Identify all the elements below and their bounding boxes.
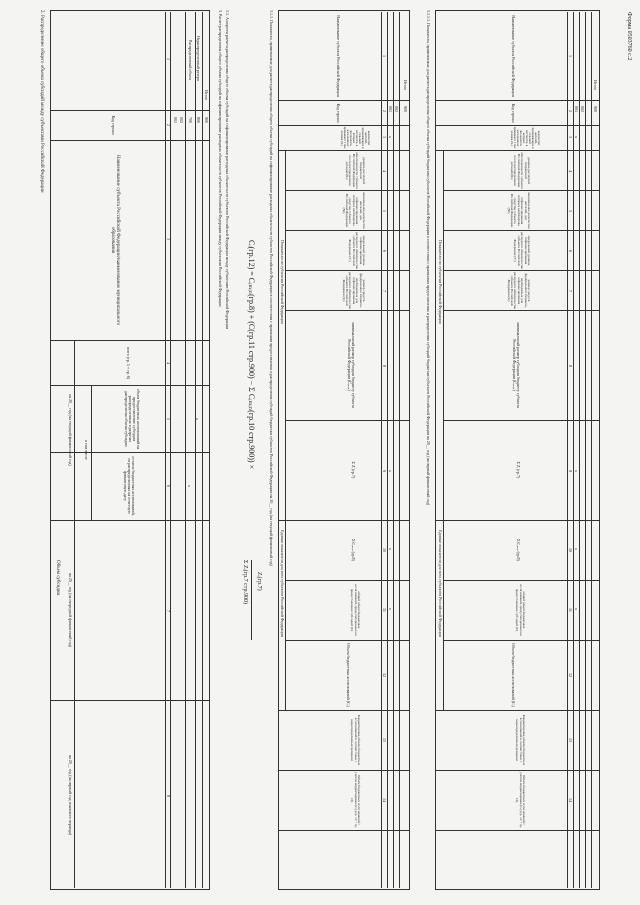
t312-num-12: 12 — [568, 673, 573, 677]
t312-total-code: 900 — [593, 106, 598, 112]
t311-x-4: x — [388, 608, 393, 610]
t312-num-11: 11 — [568, 608, 573, 612]
s2-year3: на 20__ год (на первый год планового периода) — [68, 754, 73, 836]
section3-subtitle: 3.1. Алгоритм расчета распределения общего объема субсидий на софинансирование расходных обязательств субъектов Российской Федерации между субъектами Российской Федерации — [225, 10, 230, 329]
s2-col-total: Объем субсидии — [55, 560, 60, 596]
s2-col-code: Код строки — [111, 115, 116, 135]
t311-num-7: 7 — [382, 290, 387, 292]
t311-num-10: 10 — [382, 548, 387, 552]
s2-num-3: 3 — [166, 238, 171, 240]
s2-num-2: 2 — [166, 124, 171, 126]
t312-num-7: 7 — [568, 290, 573, 292]
t311-c8: минимальный размер субсидии бюджету субъекта Российской Федерации (Cᵢₘᵢₙ) — [347, 322, 356, 408]
t311-num-11: 11 — [382, 608, 387, 612]
t312-num-8: 8 — [568, 365, 573, 367]
t312-c14: Объем бюджетных ассигнований с учетом корректировки (Cᵢ) (гр. 12 + гр. 13) — [515, 772, 526, 828]
t311-c6: предельный уровень софинансирования расходного обязательства субъекта Российской Федерации (Yᵢ) — [348, 232, 366, 269]
formula-denominator: Σ Zᵢ(гр.7 стр.900) — [242, 560, 248, 604]
t311-num-8: 8 — [382, 365, 387, 367]
t312-col-name: Наименование субъекта Российской Федерации — [511, 15, 516, 97]
t311-c11: общий объем бюджетных ассигнований, предусмотренных на предоставление субсидий (C) — [350, 584, 361, 636]
t312-num-10: 10 — [568, 548, 573, 552]
t311-num-9: 9 — [382, 470, 387, 472]
t311-group-a: Показатели по субъектам Российской Федерации — [280, 240, 285, 324]
t312-num-6: 6 — [568, 250, 573, 252]
t311-total-code: 900 — [403, 106, 408, 112]
t311-c7: размер средств федерального бюджета, необходимых для софинансирования расходного обязательства субъекта Российской Федерации (Zᵢ) — [341, 272, 366, 309]
t311-x-2: x — [388, 470, 393, 472]
t311-x-3: x — [388, 548, 393, 550]
formula-numerator: Zᵢ(гр.7) — [256, 572, 262, 591]
t312-group-b: Единые показатели для всех субъектов Российской Федерации — [438, 530, 443, 637]
t311-num-2: 2 — [382, 110, 387, 112]
s2-sub-b: остаток бюджетных ассигнований, не распределенных на отчетную финансовую дату — [123, 456, 136, 516]
t311-num-1: 1 — [382, 55, 387, 57]
t312-x-2: x — [574, 470, 579, 472]
t312-code-001: 001 — [574, 106, 579, 112]
t311-col-name: Наименование субъекта Российской Федерации — [336, 15, 341, 97]
s2-code-700: 700 — [188, 117, 193, 123]
s2-num-7: 7 — [166, 610, 171, 612]
t311-num-4: 4 — [382, 170, 387, 172]
t311-c3: количество жителей, проживающих в сельской местности, в которых численность населения не превышает 1 тыс. человек (Nᵢ) — [340, 126, 371, 150]
t311-c13: Корректировка объема бюджетных ассигнований в соответствии с нераспределенным резервом — [350, 714, 361, 766]
s2-num-4: 4 — [166, 362, 171, 364]
t311-num-5: 5 — [382, 210, 387, 212]
t312-c12: Объем бюджетных ассигнований (Cᵢ) — [511, 643, 516, 707]
s2-x-2: x — [187, 485, 192, 487]
t311-c5: минимальное количество жителей, для софинансирования которых необходимы средства субъекта Российской Федерации (Ni) — [341, 192, 366, 229]
t311-c14: Объем бюджетных ассигнований с учетом корректировки (Cᵢ) (гр. 12 + гр. 13) — [350, 772, 361, 828]
t312-x-3: x — [574, 548, 579, 550]
s2-sub-total: всего (гр. 5 + гр. 6) — [126, 346, 131, 380]
t311-num-3: 3 — [382, 136, 387, 138]
t311-x-1: x — [388, 136, 393, 138]
t312-c6: предельный уровень софинансирования расходного обязательства субъекта Российской Федерации (Yᵢ) — [513, 232, 531, 269]
t312-c7: размер средств федерального бюджета, необходимых для софинансирования расходного обязательства субъекта Российской Федерации (Zᵢ) — [506, 272, 531, 309]
t312-c10: Σ Cᵢₘᵢₙ (гр.8) — [516, 539, 521, 561]
t312-total-label: Итого — [593, 80, 598, 91]
s2-year2: на 20__ год (на очередной финансовый год) — [68, 572, 73, 648]
s2-row-reserve: Нераспределенный резерв — [196, 36, 201, 81]
t311-num-14: 14 — [382, 798, 387, 802]
form-code: Форма 0503760 с.2 — [626, 12, 632, 61]
t311-code-001: 001 — [388, 106, 393, 112]
s2-num-6: 6 — [166, 485, 171, 487]
t312-num-1: 1 — [568, 55, 573, 57]
formula-left: Cᵢ(гр.12) = Cᵢₘᵢₙ(гр.8) + (C(гр.11 стр.900) − Σ Cᵢₘᵢₙ(гр.10 стр.900)) × — [247, 240, 256, 470]
s2-sub-a: объем бюджетных ассигнований на предоставление субсидии распределенных в разрезах распределения объема субсидии — [124, 388, 141, 450]
t311-title: 3.1.1. Показатели, применяемые для расчета распределения общего объема субсидий на софинансирование расходных обязательств субъектов Российской Федерации в соответствии с правилами предоставления и распределения субсидий бюджетам субъектов Российской Федерации на 20__ год (на текущий финансовый год) — [269, 10, 274, 566]
s2-year1: на 20__ год (на текущий финансовый год) — [68, 394, 73, 466]
t311-num-12: 12 — [382, 673, 387, 677]
s2-num-8: 8 — [166, 795, 171, 797]
s2-code-800: 800 — [196, 117, 201, 123]
t312-code-002: 002 — [580, 106, 585, 112]
t311-code-002: 002 — [394, 106, 399, 112]
s2-num-5: 5 — [166, 418, 171, 420]
t312-num-9: 9 — [568, 470, 573, 472]
t312-c9: Σ Zᵢ (гр.7) — [516, 461, 521, 479]
t312-c11: общий объем бюджетных ассигнований, предусмотренных на предоставление субсидий (C) — [515, 584, 526, 636]
s2-code-001: 001 — [173, 117, 178, 123]
s2-row-total: Итого — [204, 90, 209, 101]
t312-group-a: Показатели по субъектам Российской Федерации — [438, 240, 443, 324]
s2-row-distributed: Распределенный объем — [188, 40, 193, 80]
section2-title: 2. Распределение общего объема субсидий между субъектами Российской Федерации — [39, 10, 44, 193]
s2-num-1: 1 — [166, 58, 171, 60]
s2-sub-incl: в том числе — [84, 440, 89, 460]
t311-c10: Σ Cᵢₘᵢₙ (гр.8) — [351, 539, 356, 561]
t312-num-4: 4 — [568, 170, 573, 172]
t311-num-6: 6 — [382, 250, 387, 252]
t312-c13: Корректировка объема бюджетных ассигнований в соответствии с нераспределенным резервом — [515, 714, 526, 766]
s2-x-1: x — [195, 418, 200, 420]
t312-col-code: Код строки — [511, 103, 516, 123]
t312-num-13: 13 — [568, 738, 573, 742]
t311-col-code: Код строки — [336, 103, 341, 123]
section3-title: 3. Расчет распределения общего объема субсидий на софинансирование расходных обязательств субъектов Российской Федерации между субъектами Российской Федерации — [218, 10, 223, 307]
t311-c12: Объем бюджетных ассигнований (Cᵢ) — [346, 643, 351, 707]
t312-title: 3.1.1.1. Показатели, применяемые для расчета распределения общего объема субсидий бюджетам субъектов Российской Федерации в соответствии с правилами предоставления и распределения субсидий бюджетам субъектов Российской Федерации на 20__ год (на первый финансовый год) — [426, 10, 431, 506]
t312-c4: уровень расчетной бюджетной обеспеченности субъекта Российской Федерации после распределения дотаций (Rᵢ) — [509, 152, 531, 189]
s2-code-002: 002 — [179, 117, 184, 123]
t311-c4: уровень расчетной бюджетной обеспеченности субъекта Российской Федерации после распределения дотаций (Rᵢ) — [344, 152, 366, 189]
t312-c5: минимальное количество жителей, для софинансирования которых необходимы средства субъекта Российской Федерации (Ni) — [506, 192, 531, 229]
t311-c9: Σ Zᵢ (гр.7) — [351, 461, 356, 479]
t312-x-4: x — [574, 608, 579, 610]
t312-x-1: x — [574, 136, 579, 138]
t311-group-b: Единые показатели для всех субъектов Российской Федерации — [280, 530, 285, 637]
t312-num-2: 2 — [568, 110, 573, 112]
t311-total-label: Итого — [403, 80, 408, 91]
t312-num-3: 3 — [568, 136, 573, 138]
t311-num-13: 13 — [382, 738, 387, 742]
t312-num-14: 14 — [568, 798, 573, 802]
s2-col-name: Наименование субъекта Российской Федерации/наименование муниципального образования — [110, 154, 120, 326]
s2-code-900: 900 — [204, 117, 209, 123]
t312-c3: количество жителей, проживающих в сельской местности, в которых численность населения не превышает 1 тыс. человек (Nᵢ) — [510, 126, 541, 150]
t312-num-5: 5 — [568, 210, 573, 212]
t312-c8: минимальный размер субсидии бюджету субъекта Российской Федерации (Cᵢₘᵢₙ) — [512, 322, 521, 408]
